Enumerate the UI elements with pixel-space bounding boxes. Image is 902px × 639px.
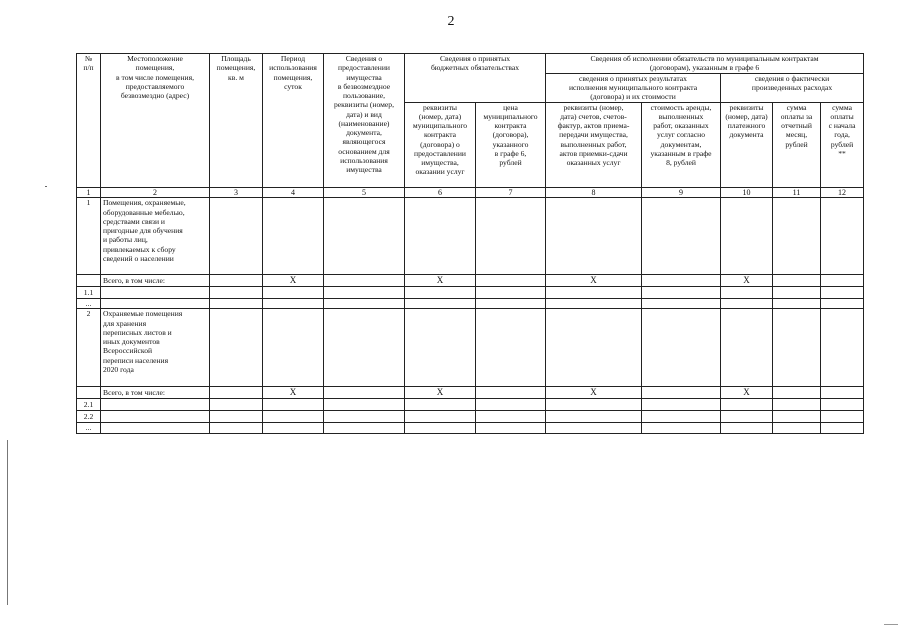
cell bbox=[642, 423, 721, 433]
cell bbox=[324, 299, 405, 309]
cell bbox=[476, 387, 546, 399]
cell bbox=[476, 275, 546, 287]
cell bbox=[642, 399, 721, 411]
cell bbox=[721, 411, 773, 423]
x-mark: X bbox=[546, 275, 642, 287]
cell bbox=[476, 299, 546, 309]
cell bbox=[721, 399, 773, 411]
cell bbox=[546, 198, 642, 275]
column-number: 1 bbox=[77, 187, 101, 198]
cell bbox=[642, 287, 721, 299]
cell bbox=[642, 198, 721, 275]
ellipsis-row bbox=[77, 423, 864, 433]
header-location: Местоположение помещения, в том числе помещения, предоставляемого безвозмездно (адрес) bbox=[101, 54, 210, 188]
cell bbox=[101, 423, 210, 433]
column-number: 7 bbox=[476, 187, 546, 198]
cell bbox=[721, 287, 773, 299]
cell bbox=[324, 399, 405, 411]
header-invoice-details: реквизиты (номер, дата) счетов, счетов- фактур, актов приема- передачи имущества, выполненных работ, актов приемки-сдачи оказанных услуг bbox=[546, 102, 642, 187]
cell bbox=[773, 411, 821, 423]
cell bbox=[77, 387, 101, 399]
ellipsis-row bbox=[77, 299, 864, 309]
cell bbox=[476, 287, 546, 299]
total-row bbox=[77, 387, 864, 399]
cell bbox=[721, 299, 773, 309]
cell bbox=[210, 309, 263, 387]
cell bbox=[773, 309, 821, 387]
header-budget-obligations: Сведения о принятых бюджетных обязательствах bbox=[405, 54, 546, 103]
cell bbox=[405, 423, 476, 433]
column-number: 12 bbox=[821, 187, 864, 198]
column-number: 10 bbox=[721, 187, 773, 198]
cell bbox=[263, 198, 324, 275]
cell bbox=[821, 198, 864, 275]
cell bbox=[77, 275, 101, 287]
cell bbox=[210, 299, 263, 309]
header-period: Период использования помещения, суток bbox=[263, 54, 324, 188]
header-row-1 bbox=[77, 54, 864, 74]
scan-edge-mark bbox=[884, 624, 898, 625]
header-area: Площадь помещения, кв. м bbox=[210, 54, 263, 188]
header-execution: Сведения об исполнении обязательств по муниципальным контрактам (договорам), указанным в графе 6 bbox=[546, 54, 864, 74]
cell bbox=[642, 275, 721, 287]
x-mark: X bbox=[405, 275, 476, 287]
cell bbox=[773, 299, 821, 309]
cell bbox=[405, 411, 476, 423]
cell bbox=[476, 411, 546, 423]
cell bbox=[263, 399, 324, 411]
cell bbox=[821, 299, 864, 309]
cell bbox=[263, 411, 324, 423]
cell bbox=[210, 423, 263, 433]
scan-edge-line bbox=[7, 440, 8, 605]
cell bbox=[546, 309, 642, 387]
subitem-row bbox=[77, 399, 864, 411]
cell bbox=[821, 287, 864, 299]
cell bbox=[476, 423, 546, 433]
cell bbox=[721, 423, 773, 433]
x-mark: X bbox=[263, 275, 324, 287]
cell bbox=[263, 423, 324, 433]
cell bbox=[324, 411, 405, 423]
cell bbox=[210, 287, 263, 299]
section-number: 1 bbox=[77, 198, 101, 275]
header-payment-doc: реквизиты (номер, дата) платежного документа bbox=[721, 102, 773, 187]
ellipsis: ... bbox=[77, 423, 101, 433]
cell bbox=[773, 387, 821, 399]
cell bbox=[821, 411, 864, 423]
cell bbox=[773, 287, 821, 299]
subitem-row bbox=[77, 287, 864, 299]
total-label: Всего, в том числе: bbox=[101, 275, 210, 287]
cell bbox=[821, 387, 864, 399]
x-mark: X bbox=[263, 387, 324, 399]
column-number: 9 bbox=[642, 187, 721, 198]
header-contract-price: цена муниципального контракта (договора), указанного в графе 6, рублей bbox=[476, 102, 546, 187]
cell bbox=[546, 423, 642, 433]
cell bbox=[821, 309, 864, 387]
cell bbox=[210, 399, 263, 411]
column-number: 8 bbox=[546, 187, 642, 198]
cell bbox=[101, 287, 210, 299]
cell bbox=[405, 287, 476, 299]
column-number: 3 bbox=[210, 187, 263, 198]
cell bbox=[821, 275, 864, 287]
cell bbox=[821, 399, 864, 411]
header-rent-cost: стоимость аренды, выполненных работ, оказанных услуг согласно документам, указанным в графе 8, рублей bbox=[642, 102, 721, 187]
cell bbox=[773, 275, 821, 287]
header-contract-details: реквизиты (номер, дата) муниципального контракта (договора) о предоставлении имущества, оказании услуг bbox=[405, 102, 476, 187]
subitem-row bbox=[77, 411, 864, 423]
cell bbox=[546, 399, 642, 411]
cell bbox=[324, 275, 405, 287]
cell bbox=[546, 411, 642, 423]
column-number: 4 bbox=[263, 187, 324, 198]
cell bbox=[324, 287, 405, 299]
cell bbox=[642, 309, 721, 387]
column-number: 5 bbox=[324, 187, 405, 198]
cell bbox=[773, 423, 821, 433]
x-mark: X bbox=[546, 387, 642, 399]
x-mark: X bbox=[721, 387, 773, 399]
cell bbox=[821, 423, 864, 433]
cell bbox=[324, 423, 405, 433]
cell bbox=[263, 299, 324, 309]
report-form-table bbox=[76, 53, 864, 434]
column-number: 6 bbox=[405, 187, 476, 198]
cell bbox=[476, 198, 546, 275]
section-number: 2 bbox=[77, 309, 101, 387]
cell bbox=[773, 399, 821, 411]
cell bbox=[546, 287, 642, 299]
cell bbox=[210, 411, 263, 423]
total-row bbox=[77, 275, 864, 287]
header-actual-costs: сведения о фактически произведенных расходах bbox=[721, 73, 864, 102]
cell bbox=[642, 299, 721, 309]
section-row bbox=[77, 198, 864, 275]
cell bbox=[210, 198, 263, 275]
cell bbox=[476, 309, 546, 387]
cell bbox=[263, 287, 324, 299]
total-label: Всего, в том числе: bbox=[101, 387, 210, 399]
subitem-number: 2.2 bbox=[77, 411, 101, 423]
cell bbox=[263, 309, 324, 387]
cell bbox=[101, 399, 210, 411]
x-mark: X bbox=[721, 275, 773, 287]
cell bbox=[101, 299, 210, 309]
subitem-number: 1.1 bbox=[77, 287, 101, 299]
cell bbox=[721, 309, 773, 387]
section-row bbox=[77, 309, 864, 387]
header-free-use: Сведения о предоставлении имущества в безвозмездное пользование, реквизиты (номер, дата) и вид (наименование) документа, являющегося основанием для использования имущества bbox=[324, 54, 405, 188]
cell bbox=[324, 387, 405, 399]
header-year-payment: сумма оплаты с начала года, рублей ** bbox=[821, 102, 864, 187]
x-mark: X bbox=[405, 387, 476, 399]
column-number: 11 bbox=[773, 187, 821, 198]
header-num: № п/п bbox=[77, 54, 101, 188]
cell bbox=[324, 198, 405, 275]
cell bbox=[546, 299, 642, 309]
page-number: 2 bbox=[447, 14, 455, 29]
cell bbox=[773, 198, 821, 275]
cell bbox=[210, 387, 263, 399]
cell bbox=[642, 411, 721, 423]
header-results: сведения о принятых результатах исполнения муниципального контракта (договора) и их стоимости bbox=[546, 73, 721, 102]
cell bbox=[405, 309, 476, 387]
section-name: Охраняемые помещения для хранения переписных листов и иных документов Всероссийской переписи населения 2020 года bbox=[101, 309, 210, 387]
ellipsis: ... bbox=[77, 299, 101, 309]
section-name: Помещения, охраняемые, оборудованные мебелью, средствами связи и пригодные для обучения и работы лиц, привлекаемых к сбору сведений о населении bbox=[101, 198, 210, 275]
cell bbox=[210, 275, 263, 287]
cell bbox=[405, 399, 476, 411]
cell bbox=[405, 198, 476, 275]
header-month-payment: сумма оплаты за отчетный месяц, рублей bbox=[773, 102, 821, 187]
cell bbox=[405, 299, 476, 309]
scan-speck bbox=[45, 186, 47, 187]
cell bbox=[642, 387, 721, 399]
cell bbox=[721, 198, 773, 275]
column-number-row bbox=[77, 187, 864, 198]
cell bbox=[101, 411, 210, 423]
column-number: 2 bbox=[101, 187, 210, 198]
cell bbox=[476, 399, 546, 411]
cell bbox=[324, 309, 405, 387]
subitem-number: 2.1 bbox=[77, 399, 101, 411]
